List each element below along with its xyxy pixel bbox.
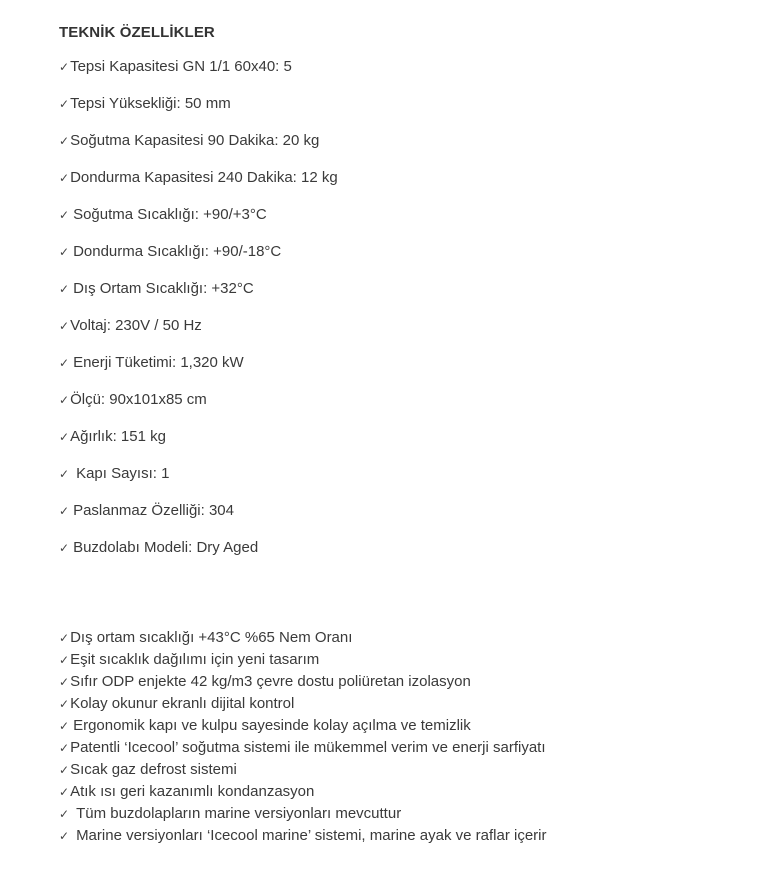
spec-text: Dondurma Kapasitesi 240 Dakika: 12 kg [70,169,338,186]
spec-text: Tepsi Yüksekliği: 50 mm [70,95,231,112]
checkmark-icon: ✓ [59,171,70,185]
feature-item [59,693,546,715]
spec-text: Soğutma Kapasitesi 90 Dakika: 20 kg [70,132,320,149]
checkmark-icon: ✓ [59,467,70,481]
feature-item [59,627,546,649]
spec-text: Ölçü: 90x101x85 cm [70,391,207,408]
checkmark-icon: ✓ [59,60,70,74]
spec-text: Tepsi Kapasitesi GN 1/1 60x40: 5 [70,58,292,75]
feature-text: Atık ısı geri kazanımlı kondanzasyon [70,783,315,800]
feature-item [59,715,546,737]
checkmark-icon: ✓ [59,541,70,555]
section-heading: TEKNİK ÖZELLİKLER [59,24,215,41]
spec-item [59,537,749,574]
checkmark-icon: ✓ [59,134,70,148]
spec-text: Paslanmaz Özelliği: 304 [73,502,234,519]
feature-text: Tüm buzdolapların marine versiyonları mevcuttur [76,805,402,822]
checkmark-icon: ✓ [59,719,70,733]
checkmark-icon: ✓ [59,97,70,111]
spec-item [59,426,749,463]
checkmark-icon: ✓ [59,675,70,689]
spec-item [59,167,749,204]
spec-text: Soğutma Sıcaklığı: +90/+3°C [73,206,267,223]
product-spec-content [59,22,749,844]
checkmark-icon: ✓ [59,807,70,821]
checkmark-icon: ✓ [59,763,70,777]
feature-text: Sıfır ODP enjekte 42 kg/m3 çevre dostu poliüretan izolasyon [70,673,471,690]
spec-item [59,389,749,426]
spec-text: Buzdolabı Modeli: Dry Aged [73,539,259,556]
spec-item [59,352,749,389]
feature-item [59,649,546,671]
feature-text: Kolay okunur ekranlı dijital kontrol [70,695,295,712]
spec-list [59,56,749,574]
checkmark-icon: ✓ [59,653,70,667]
feature-text: Patentli ‘Icecool’ soğutma sistemi ile mükemmel verim ve enerji sarfiyatı [70,739,546,756]
feature-item [59,759,546,781]
spec-item [59,56,749,93]
checkmark-icon: ✓ [59,741,70,755]
spec-item [59,315,749,352]
spec-item [59,93,749,130]
spec-item [59,278,749,315]
feature-item [59,825,546,847]
feature-item [59,803,546,825]
feature-item [59,671,546,693]
checkmark-icon: ✓ [59,356,70,370]
checkmark-icon: ✓ [59,208,70,222]
checkmark-icon: ✓ [59,245,70,259]
spec-text: Ağırlık: 151 kg [70,428,166,445]
spec-text: Enerji Tüketimi: 1,320 kW [73,354,244,371]
checkmark-icon: ✓ [59,504,70,518]
feature-text: Eşit sıcaklık dağılımı için yeni tasarım [70,651,320,668]
spec-text: Kapı Sayısı: 1 [76,465,170,482]
spec-item [59,500,749,537]
checkmark-icon: ✓ [59,282,70,296]
checkmark-icon: ✓ [59,829,70,843]
checkmark-icon: ✓ [59,697,70,711]
checkmark-icon: ✓ [59,631,70,645]
checkmark-icon: ✓ [59,319,70,333]
feature-text: Sıcak gaz defrost sistemi [70,761,237,778]
feature-item [59,737,546,759]
feature-text: Ergonomik kapı ve kulpu sayesinde kolay açılma ve temizlik [73,717,471,734]
spec-text: Dış Ortam Sıcaklığı: +32°C [73,280,254,297]
spec-text: Voltaj: 230V / 50 Hz [70,317,202,334]
feature-list [59,627,546,847]
spec-item [59,130,749,167]
spec-item [59,463,749,500]
feature-text: Dış ortam sıcaklığı +43°C %65 Nem Oranı [70,629,353,646]
checkmark-icon: ✓ [59,393,70,407]
spec-item [59,204,749,241]
feature-text: Marine versiyonları ‘Icecool marine’ sistemi, marine ayak ve raflar içerir [76,827,547,844]
spec-item [59,241,749,278]
checkmark-icon: ✓ [59,430,70,444]
checkmark-icon: ✓ [59,785,70,799]
feature-item [59,781,546,803]
spec-text: Dondurma Sıcaklığı: +90/-18°C [73,243,282,260]
